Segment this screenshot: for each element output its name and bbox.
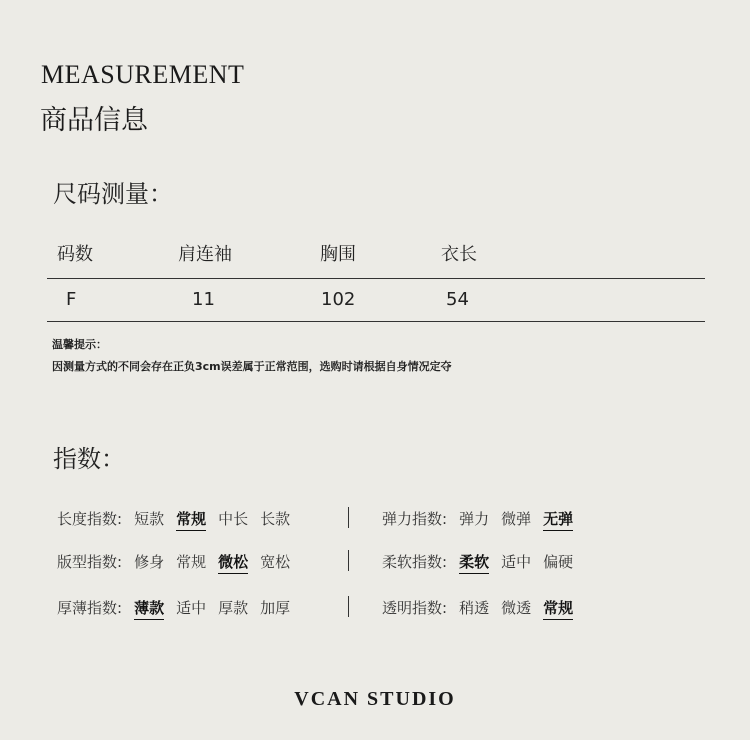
size-section-title: 尺码测量： xyxy=(53,180,173,208)
index-option: 弹力 xyxy=(459,510,490,528)
tip-text: 因测量方式的不同会存在正负3cm误差属于正常范围，选购时请根据自身情况定夺 xyxy=(52,360,452,373)
index-option: 短款 xyxy=(134,510,165,528)
index-label: 透明指数: xyxy=(382,599,448,617)
index-label: 版型指数: xyxy=(57,553,123,571)
index-option: 宽松 xyxy=(260,553,291,571)
column-divider xyxy=(348,596,349,617)
index-option: 微透 xyxy=(501,599,532,617)
index-row-fit xyxy=(57,551,302,574)
index-option: 加厚 xyxy=(260,599,291,617)
table-bottom-rule xyxy=(47,321,705,322)
column-header-size: 码数 xyxy=(57,244,93,265)
table-cell-shoulder-sleeve: 11 xyxy=(192,289,215,310)
tip-title: 温馨提示： xyxy=(52,338,107,351)
index-option: 适中 xyxy=(501,553,532,571)
index-option: 长款 xyxy=(260,510,291,528)
index-row-length xyxy=(57,508,302,531)
column-header-shoulder-sleeve: 肩连袖 xyxy=(178,244,232,265)
page-title-en: MEASUREMENT xyxy=(41,60,245,89)
table-cell-size: F xyxy=(66,289,77,310)
index-option-selected: 微松 xyxy=(218,551,248,574)
index-row-thickness xyxy=(57,597,302,620)
brand-logo-text: VCAN STUDIO xyxy=(294,688,456,710)
index-option: 厚款 xyxy=(218,599,249,617)
index-label: 长度指数: xyxy=(57,510,123,528)
index-label: 厚薄指数: xyxy=(57,599,123,617)
index-option-selected: 柔软 xyxy=(459,551,489,574)
index-option-selected: 无弹 xyxy=(543,508,573,531)
index-label: 柔软指数: xyxy=(382,553,448,571)
index-option: 常规 xyxy=(176,553,207,571)
index-row-elasticity xyxy=(382,508,585,531)
index-option: 适中 xyxy=(176,599,207,617)
column-header-chest: 胸围 xyxy=(320,244,356,265)
index-option: 偏硬 xyxy=(543,553,574,571)
table-cell-length: 54 xyxy=(446,289,469,310)
table-top-rule xyxy=(47,278,705,279)
index-option: 修身 xyxy=(134,553,165,571)
index-option-selected: 常规 xyxy=(176,508,206,531)
column-header-length: 衣长 xyxy=(441,244,477,265)
index-section-title: 指数： xyxy=(53,445,125,473)
index-option: 稍透 xyxy=(459,599,490,617)
index-option-selected: 薄款 xyxy=(134,597,164,620)
page-title-zh: 商品信息 xyxy=(40,105,148,136)
column-divider xyxy=(348,507,349,528)
index-label: 弹力指数: xyxy=(382,510,448,528)
index-row-transparency xyxy=(382,597,585,620)
index-option: 中长 xyxy=(218,510,249,528)
index-option: 微弹 xyxy=(501,510,532,528)
index-row-softness xyxy=(382,551,585,574)
table-cell-chest: 102 xyxy=(321,289,356,310)
column-divider xyxy=(348,550,349,571)
index-option-selected: 常规 xyxy=(543,597,573,620)
